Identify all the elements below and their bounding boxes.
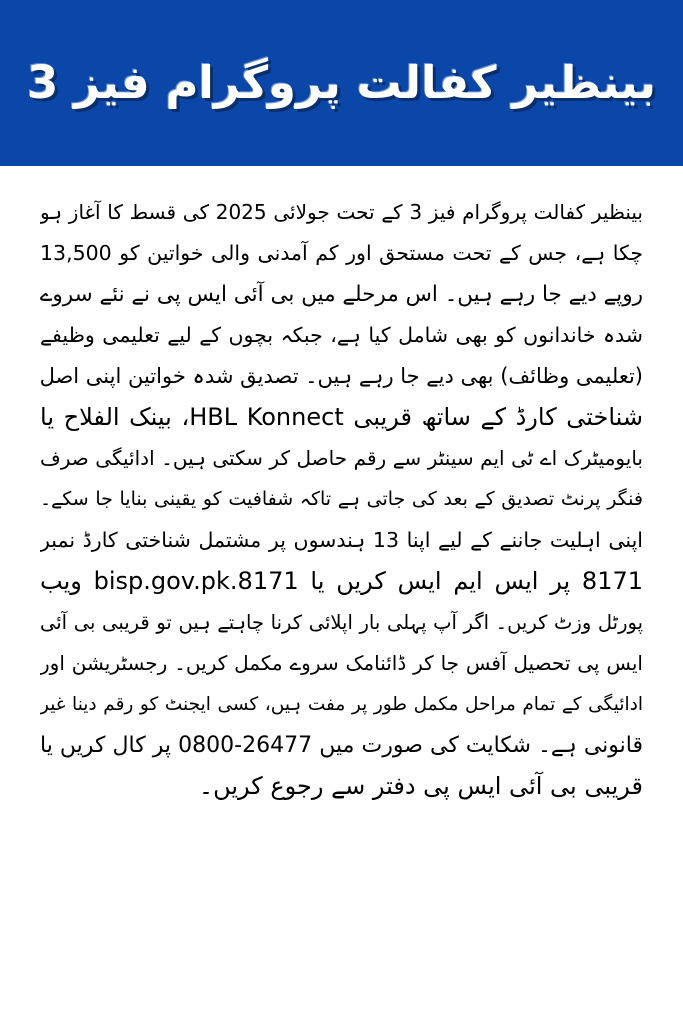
article-line: چکا ہے، جس کے تحت مستحق اور کم آمدنی والی خواتین کو 13,500 <box>40 241 643 265</box>
article-line: ادائیگی کے تمام مراحل مکمل طور پر مفت ہیں، کسی ایجنٹ کو رقم دینا غیر <box>40 694 643 715</box>
article-line: اپنی اہلیت جاننے کے لیے اپنا 13 ہندسوں پر مشتمل شناختی کارڈ نمبر <box>40 528 643 552</box>
article-line: قریبی بی آئی ایس پی دفتر سے رجوع کریں۔ <box>199 772 643 800</box>
page-title: بینظیر کفالت پروگرام فیز 3 <box>26 56 657 110</box>
article-body <box>40 192 643 992</box>
article-line: پورٹل وزٹ کریں۔ اگر آپ پہلی بار اپلائی کرنا چاہتے ہیں تو قریبی بی آئی <box>40 611 643 634</box>
article-line: فنگر پرنٹ تصدیق کے بعد کی جاتی ہے تاکہ شفافیت کو یقینی بنایا جا سکے۔ <box>40 488 643 510</box>
article-line: 8171 پر ایس ایم ایس کریں یا bisp.gov.pk.8171 ویب <box>40 567 643 595</box>
article-line: روپے دیے جا رہے ہیں۔ اس مرحلے میں بی آئی ایس پی نے نئے سروے <box>40 282 643 307</box>
title-banner <box>0 0 683 166</box>
article-line: شدہ خاندانوں کو بھی شامل کیا ہے، جبکہ بچوں کے لیے تعلیمی وظیفے <box>40 323 643 347</box>
article-line: (تعلیمی وظائف) بھی دیے جا رہے ہیں۔ تصدیق شدہ خواتین اپنی اصل <box>40 364 643 388</box>
article-line: بایومیٹرک اے ٹی ایم سینٹر سے رقم حاصل کر سکتی ہیں۔ ادائیگی صرف <box>40 446 643 470</box>
article-line: قانونی ہے۔ شکایت کی صورت میں 26477-0800 پر کال کریں یا <box>40 733 643 758</box>
article-line: ایس پی تحصیل آفس جا کر ڈائنامک سروے مکمل کریں۔ رجسٹریشن اور <box>40 651 643 675</box>
article-line: بینظیر کفالت پروگرام فیز 3 کے تحت جولائی 2025 کی قسط کا آغاز ہو <box>40 200 643 224</box>
article-line: شناختی کارڈ کے ساتھ قریبی HBL Konnect، بینک الفلاح یا <box>40 403 643 431</box>
